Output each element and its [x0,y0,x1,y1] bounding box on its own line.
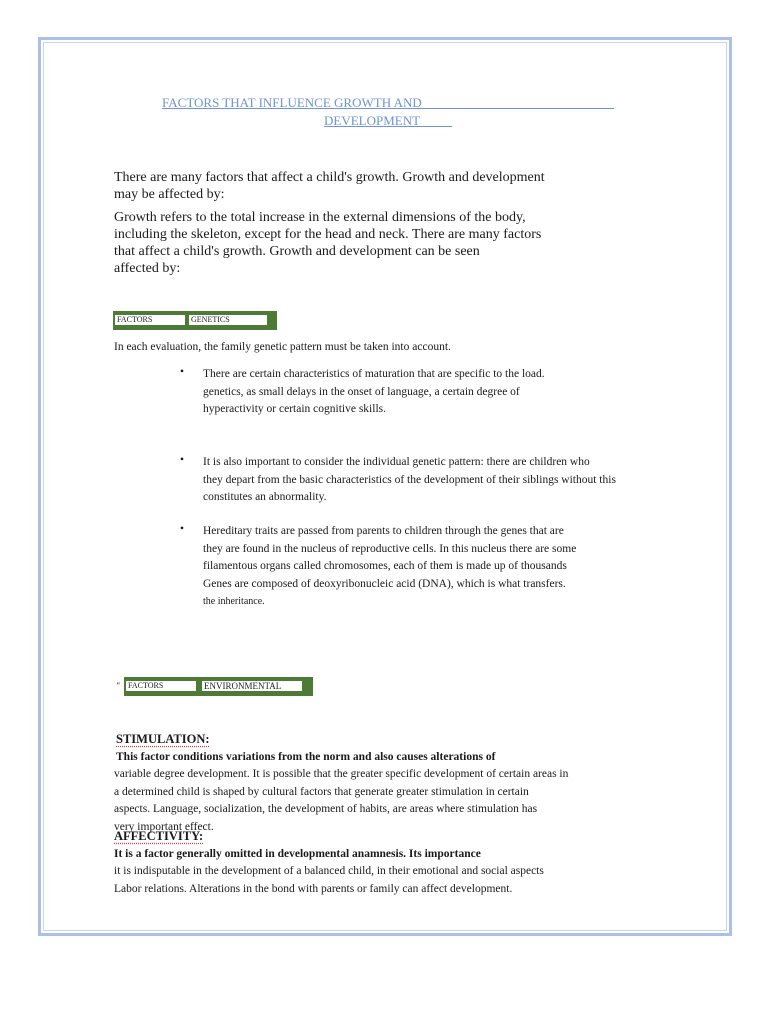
text-line: There are certain characteristics of maturation that are specific to the load. [203,368,545,380]
text-line [116,731,568,766]
title-text-1: FACTORS THAT INFLUENCE GROWTH AND [162,95,422,110]
document-title-line-2 [324,113,452,129]
text-line: There are many factors that affect a child's growth. Growth and development [114,170,545,185]
document-title-line-1 [162,95,614,111]
text-line: It is also important to consider the individual genetic pattern: there are children who [203,456,590,468]
text-line: hyperactivity or certain cognitive skills. [203,403,386,415]
factor-label-box: FACTORS [115,315,185,325]
text-line: Hereditary traits are passed from parents to children through the genes that are [203,525,564,537]
quote-mark: " [116,681,121,690]
text-line: it is indisputable in the development of a balanced child, in their emotional and social aspects [114,865,544,877]
affectivity-term: AFFECTIVITY: [114,829,204,843]
text-line: genetics, as small delays in the onset of language, a certain degree of [203,385,520,398]
bullet-item-individual-pattern [203,454,616,507]
text-line: that affect a child's growth. Growth and development can be seen [114,244,480,259]
affectivity-lead: It is a factor generally omitted in developmental anamnesis. Its importance [114,847,481,860]
text-line: the inheritance. [203,596,265,607]
text-line: Labor relations. Alterations in the bond with parents or family can affect development. [114,882,513,895]
bullet-item-maturation [203,366,545,419]
text-line: they depart from the basic characteristics of the development of their siblings without this [203,473,616,486]
bullet-icon: • [180,523,185,535]
text-line: aspects. Language, socialization, the development of habits, are areas where stimulation has [114,803,538,815]
stimulation-paragraph [116,731,568,836]
text-line: affected by: [114,261,181,276]
text-line: including the skeleton, except for the head and neck. There are many factors [114,227,542,242]
text-line: a determined child is shaped by cultural factors that generate greater stimulation in certain [114,785,529,798]
stimulation-term: STIMULATION: [116,732,210,746]
text-line: Genes are composed of deoxyribonucleic acid (DNA), which is what transfers. [203,577,566,590]
bullet-icon: • [180,454,185,466]
text-line: filamentous organs called chromosomes, each of them is made up of thousands [203,560,567,572]
bullet-icon: • [180,366,185,378]
stimulation-lead: This factor conditions variations from the norm and also causes alterations of [116,750,496,763]
intro-paragraph-1 [114,169,584,203]
text-line: variable degree development. It is possible that the greater specific development of certain areas in [114,768,569,780]
factor-label-box: FACTORS [126,681,196,691]
text-line: may be affected by: [114,187,225,202]
title-underline [162,95,614,109]
genetics-label-box: GENETICS [189,315,267,325]
bullet-item-hereditary-traits [203,523,576,611]
affectivity-paragraph [114,828,544,898]
text-line: In each evaluation, the family genetic pattern must be taken into account. [114,341,451,353]
evaluation-sentence [114,339,451,357]
environmental-label-box: ENVIRONMENTAL [202,681,302,691]
text-line: constitutes an abnormality. [203,491,327,503]
text-line: they are found in the nucleus of reproductive cells. In this nucleus there are some [203,542,577,555]
title-underline [324,113,452,127]
intro-paragraph-2 [114,209,584,277]
environmental-factor-bar [124,677,313,696]
title-text-2: DEVELOPMENT [324,113,421,128]
text-line [114,828,544,863]
text-line: Growth refers to the total increase in the external dimensions of the body, [114,210,526,225]
text-line: very important effect. [114,820,214,833]
genetics-factor-bar [113,311,277,330]
